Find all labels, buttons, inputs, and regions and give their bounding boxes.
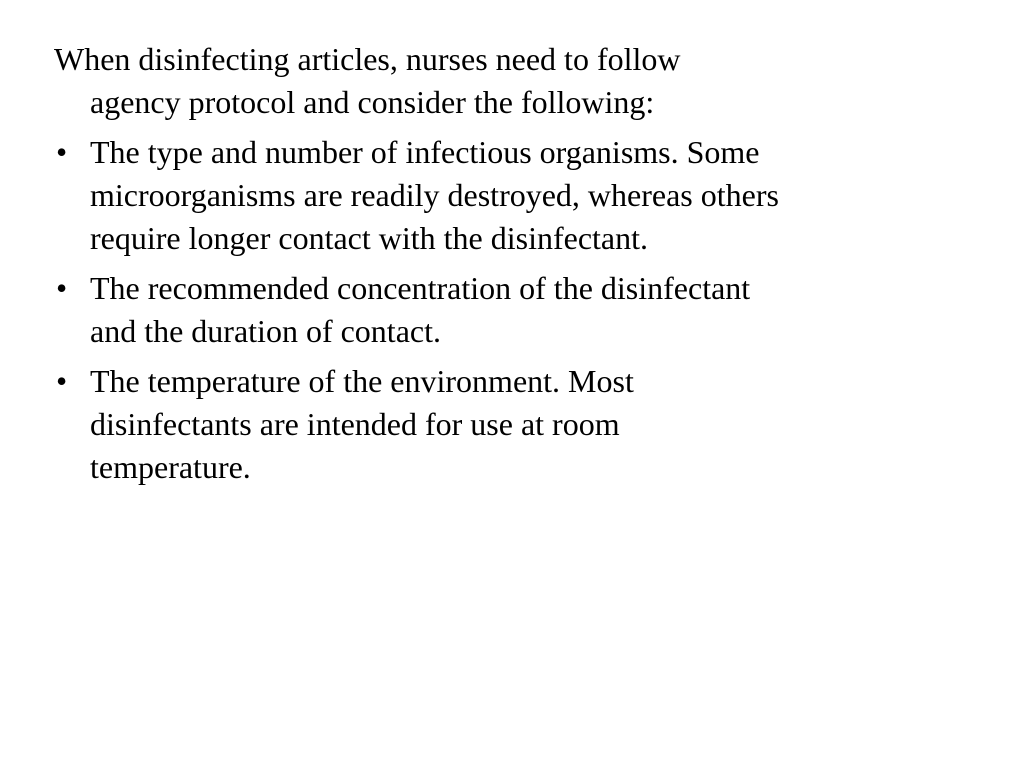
bullet-line: The recommended concentration of the disinfectant	[90, 270, 751, 306]
bullet-line: disinfectants are intended for use at room	[90, 406, 620, 442]
bullet-line: require longer contact with the disinfectant.	[90, 220, 649, 256]
bullet-line: microorganisms are readily destroyed, whereas others	[90, 177, 779, 213]
bullet-item	[54, 131, 954, 260]
bullet-line: and the duration of contact.	[90, 313, 441, 349]
bullet-item	[54, 360, 954, 489]
intro-line: agency protocol and consider the following:	[90, 84, 655, 120]
bullet-list	[54, 131, 954, 489]
bullet-line: The type and number of infectious organisms. Some	[90, 134, 760, 170]
bullet-line: temperature.	[90, 449, 251, 485]
bullet-dot-icon: •	[56, 134, 68, 170]
bullet-line: The temperature of the environment. Most	[90, 363, 634, 399]
intro-line: When disinfecting articles, nurses need to follow	[54, 41, 681, 77]
bullet-dot-icon: •	[56, 270, 68, 306]
slide-body	[54, 38, 954, 489]
bullet-item	[54, 267, 954, 353]
intro-paragraph	[54, 38, 954, 124]
bullet-dot-icon: •	[56, 363, 68, 399]
